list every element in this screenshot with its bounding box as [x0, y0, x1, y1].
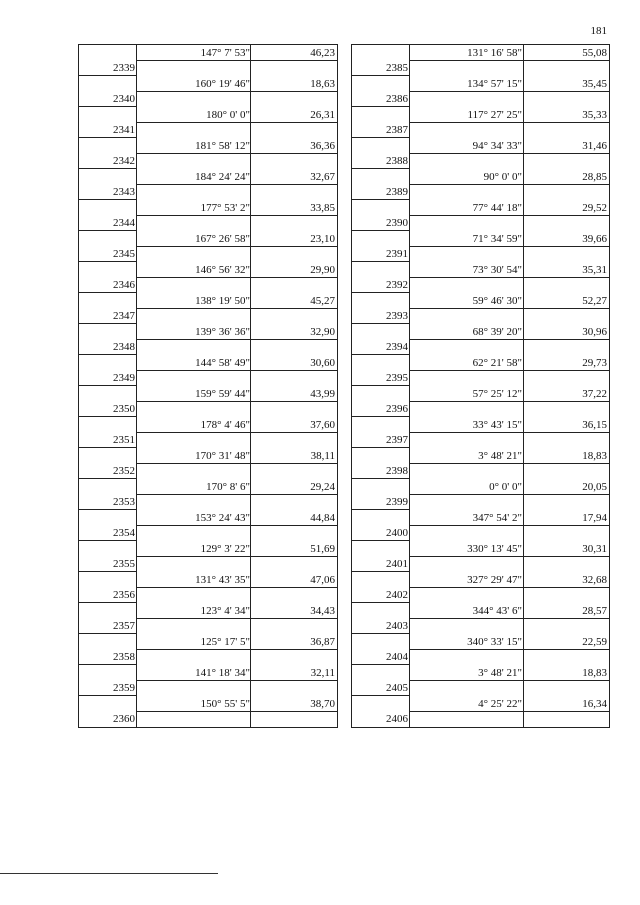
angle-cell: 123° 4' 34" [200, 605, 250, 617]
distance-cell: 16,34 [582, 698, 607, 710]
angle-cell: 178° 4' 46" [200, 419, 250, 431]
distance-cell: 32,90 [310, 326, 335, 338]
table-row [79, 262, 337, 293]
point-number-cell: 2405 [386, 682, 408, 694]
table-row [79, 355, 337, 386]
table-row [352, 324, 609, 355]
angle-cell: 144° 58' 49" [195, 357, 250, 369]
angle-cell: 94° 34' 33" [472, 140, 522, 152]
distance-cell: 34,43 [310, 605, 335, 617]
table-row [352, 603, 609, 634]
angle-cell: 77° 44' 18" [472, 202, 522, 214]
distance-cell: 47,06 [310, 574, 335, 586]
angle-cell: 3° 48' 21" [478, 450, 522, 462]
point-number-cell: 2401 [386, 558, 408, 570]
distance-cell: 32,68 [582, 574, 607, 586]
angle-cell: 147° 7' 53" [200, 47, 250, 59]
point-number-cell: 2348 [113, 341, 135, 353]
angle-cell: 181° 58' 12" [195, 140, 250, 152]
distance-cell: 55,08 [582, 47, 607, 59]
table-row [79, 293, 337, 324]
table-row [79, 479, 337, 510]
angle-cell: 90° 0' 0" [483, 171, 522, 183]
angle-cell: 146° 56' 32" [195, 264, 250, 276]
angle-cell: 131° 16' 58" [467, 47, 522, 59]
table-row [79, 665, 337, 696]
angle-cell: 177° 53' 2" [200, 202, 250, 214]
angle-cell: 71° 34' 59" [472, 233, 522, 245]
point-number-cell: 2389 [386, 186, 408, 198]
table-row [352, 665, 609, 696]
point-number-cell: 2406 [386, 713, 408, 725]
point-number-cell: 2398 [386, 465, 408, 477]
point-number-cell: 2391 [386, 248, 408, 260]
distance-cell: 36,36 [310, 140, 335, 152]
table-row [79, 138, 337, 169]
distance-cell: 23,10 [310, 233, 335, 245]
distance-cell: 18,63 [310, 78, 335, 90]
point-number-cell: 2356 [113, 589, 135, 601]
distance-cell: 31,46 [582, 140, 607, 152]
table-row [352, 448, 609, 479]
distance-cell: 39,66 [582, 233, 607, 245]
point-number-cell: 2385 [386, 62, 408, 74]
point-number-cell: 2340 [113, 93, 135, 105]
point-number-cell: 2339 [113, 62, 135, 74]
point-number-cell: 2354 [113, 527, 135, 539]
point-number-cell: 2397 [386, 434, 408, 446]
point-number-cell: 2353 [113, 496, 135, 508]
distance-cell: 18,83 [582, 667, 607, 679]
point-number-cell: 2352 [113, 465, 135, 477]
distance-cell: 29,24 [310, 481, 335, 493]
point-number-cell: 2346 [113, 279, 135, 291]
point-number-cell: 2402 [386, 589, 408, 601]
distance-cell: 28,85 [582, 171, 607, 183]
table-row [79, 76, 337, 107]
distance-cell: 37,22 [582, 388, 607, 400]
angle-cell: 150° 55' 5" [200, 698, 250, 710]
distance-cell: 28,57 [582, 605, 607, 617]
angle-cell: 139° 36' 36" [195, 326, 250, 338]
table-row [79, 572, 337, 603]
coordinate-table-right [351, 44, 610, 728]
distance-cell: 32,67 [310, 171, 335, 183]
angle-cell: 117° 27' 25" [467, 109, 522, 121]
angle-cell: 160° 19' 46" [195, 78, 250, 90]
point-number-cell: 2393 [386, 310, 408, 322]
distance-cell: 22,59 [582, 636, 607, 648]
point-number-cell: 2396 [386, 403, 408, 415]
table-row [79, 448, 337, 479]
distance-cell: 35,31 [582, 264, 607, 276]
table-row [352, 634, 609, 665]
angle-cell: 347° 54' 2" [472, 512, 522, 524]
table-row [352, 45, 609, 76]
table-row [352, 572, 609, 603]
angle-cell: 170° 31' 48" [195, 450, 250, 462]
angle-cell: 129° 3' 22" [200, 543, 250, 555]
distance-cell: 44,84 [310, 512, 335, 524]
distance-cell: 51,69 [310, 543, 335, 555]
table-row [352, 76, 609, 107]
table-row [352, 541, 609, 572]
table-row [79, 107, 337, 138]
table-row [79, 510, 337, 541]
table-row [79, 634, 337, 665]
point-number-cell: 2358 [113, 651, 135, 663]
angle-cell: 134° 57' 15" [467, 78, 522, 90]
table-row [352, 169, 609, 200]
point-number-cell: 2399 [386, 496, 408, 508]
point-number-cell: 2347 [113, 310, 135, 322]
angle-cell: 180° 0' 0" [206, 109, 250, 121]
table-row [352, 262, 609, 293]
point-number-cell: 2404 [386, 651, 408, 663]
point-number-cell: 2342 [113, 155, 135, 167]
table-row [79, 386, 337, 417]
table-row [79, 45, 337, 76]
angle-cell: 167° 26' 58" [195, 233, 250, 245]
point-number-cell: 2387 [386, 124, 408, 136]
point-number-cell: 2350 [113, 403, 135, 415]
angle-cell: 33° 43' 15" [472, 419, 522, 431]
angle-cell: 327° 29' 47" [467, 574, 522, 586]
angle-cell: 0° 0' 0" [489, 481, 522, 493]
distance-cell: 45,27 [310, 295, 335, 307]
point-number-cell: 2357 [113, 620, 135, 632]
distance-cell: 29,52 [582, 202, 607, 214]
table-row [352, 386, 609, 417]
distance-cell: 30,31 [582, 543, 607, 555]
point-number-cell: 2355 [113, 558, 135, 570]
footer-rule [0, 873, 218, 874]
point-number-cell: 2388 [386, 155, 408, 167]
point-number-cell: 2345 [113, 248, 135, 260]
angle-cell: 57° 25' 12" [472, 388, 522, 400]
point-number-cell: 2395 [386, 372, 408, 384]
distance-cell: 33,85 [310, 202, 335, 214]
angle-cell: 125° 17' 5" [200, 636, 250, 648]
point-number-cell: 2400 [386, 527, 408, 539]
point-number-cell: 2359 [113, 682, 135, 694]
distance-cell: 38,11 [310, 450, 335, 462]
distance-cell: 29,73 [582, 357, 607, 369]
distance-cell: 32,11 [310, 667, 335, 679]
table-row [352, 293, 609, 324]
angle-cell: 131° 43' 35" [195, 574, 250, 586]
coordinate-table-left [78, 44, 338, 728]
table-row [352, 355, 609, 386]
distance-cell: 36,15 [582, 419, 607, 431]
distance-cell: 36,87 [310, 636, 335, 648]
angle-cell: 4° 25' 22" [478, 698, 522, 710]
table-row [79, 696, 337, 727]
distance-cell: 30,96 [582, 326, 607, 338]
table-row [352, 696, 609, 727]
table-row [352, 510, 609, 541]
point-number-cell: 2341 [113, 124, 135, 136]
angle-cell: 62° 21' 58" [472, 357, 522, 369]
angle-cell: 159° 59' 44" [195, 388, 250, 400]
table-row [352, 417, 609, 448]
point-number-cell: 2394 [386, 341, 408, 353]
angle-cell: 340° 33' 15" [467, 636, 522, 648]
point-number-cell: 2349 [113, 372, 135, 384]
point-number-cell: 2360 [113, 713, 135, 725]
point-number-cell: 2390 [386, 217, 408, 229]
table-row [352, 138, 609, 169]
angle-cell: 141° 18' 34" [195, 667, 250, 679]
table-row [79, 324, 337, 355]
distance-cell: 35,33 [582, 109, 607, 121]
distance-cell: 52,27 [582, 295, 607, 307]
distance-cell: 18,83 [582, 450, 607, 462]
table-row [79, 417, 337, 448]
table-row [79, 541, 337, 572]
distance-cell: 30,60 [310, 357, 335, 369]
table-row [79, 169, 337, 200]
table-row [352, 107, 609, 138]
table-row [79, 603, 337, 634]
angle-cell: 68° 39' 20" [472, 326, 522, 338]
point-number-cell: 2403 [386, 620, 408, 632]
distance-cell: 26,31 [310, 109, 335, 121]
distance-cell: 17,94 [582, 512, 607, 524]
table-row [352, 231, 609, 262]
distance-cell: 29,90 [310, 264, 335, 276]
distance-cell: 38,70 [310, 698, 335, 710]
angle-cell: 3° 48' 21" [478, 667, 522, 679]
point-number-cell: 2351 [113, 434, 135, 446]
angle-cell: 153° 24' 43" [195, 512, 250, 524]
point-number-cell: 2392 [386, 279, 408, 291]
distance-cell: 46,23 [310, 47, 335, 59]
angle-cell: 344° 43' 6" [472, 605, 522, 617]
point-number-cell: 2343 [113, 186, 135, 198]
table-row [79, 200, 337, 231]
angle-cell: 138° 19' 50" [195, 295, 250, 307]
angle-cell: 330° 13' 45" [467, 543, 522, 555]
angle-cell: 170° 8' 6" [206, 481, 250, 493]
table-row [79, 231, 337, 262]
table-row [352, 479, 609, 510]
distance-cell: 43,99 [310, 388, 335, 400]
page-number: 181 [590, 25, 607, 37]
point-number-cell: 2344 [113, 217, 135, 229]
angle-cell: 184° 24' 24" [195, 171, 250, 183]
distance-cell: 35,45 [582, 78, 607, 90]
table-row [352, 200, 609, 231]
angle-cell: 59° 46' 30" [472, 295, 522, 307]
angle-cell: 73° 30' 54" [472, 264, 522, 276]
distance-cell: 37,60 [310, 419, 335, 431]
point-number-cell: 2386 [386, 93, 408, 105]
distance-cell: 20,05 [582, 481, 607, 493]
